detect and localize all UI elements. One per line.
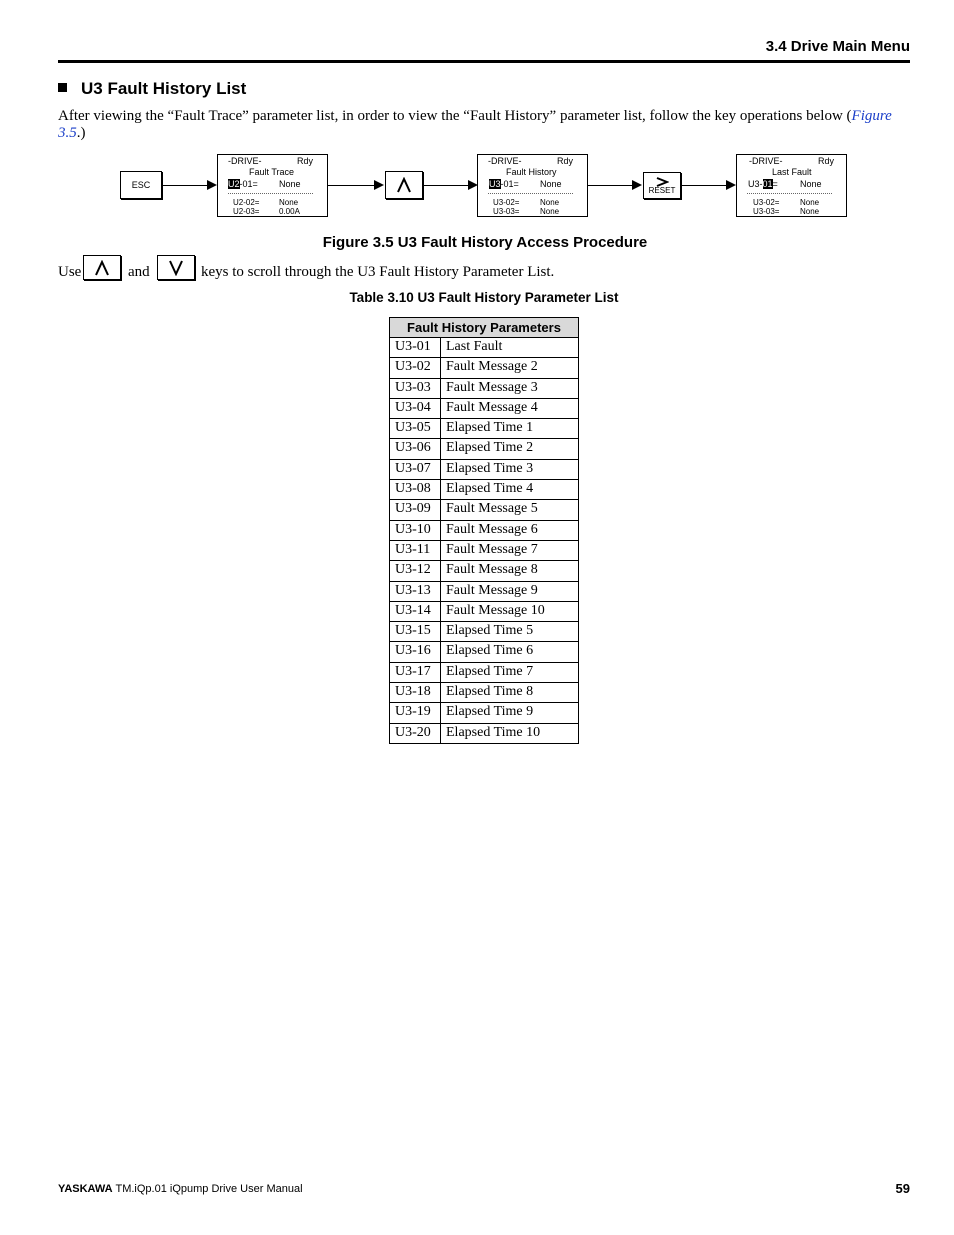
square-bullet-icon — [58, 83, 67, 92]
lcd-divider — [488, 193, 573, 194]
lcd-rdy-label: Rdy — [297, 156, 314, 166]
table-row — [390, 601, 579, 621]
lcd-sub-label: U3-03= — [753, 207, 780, 216]
arrow-line — [682, 185, 727, 186]
footer-manual-title: TM.iQp.01 iQpump Drive User Manual — [115, 1183, 303, 1195]
table-row — [390, 520, 579, 540]
lcd-param-line: -01= — [239, 179, 258, 189]
param-name: Fault Message 2 — [441, 358, 579, 378]
arrow-line — [424, 185, 469, 186]
lcd-sub-value: None — [800, 207, 820, 216]
table-row — [390, 480, 579, 500]
lcd-sub-value: None — [800, 198, 820, 207]
param-name: Elapsed Time 6 — [441, 642, 579, 662]
lcd-cursor-highlight: 01 — [762, 179, 773, 189]
lcd-drive-label: -DRIVE- — [228, 156, 262, 166]
param-code: U3-13 — [390, 581, 441, 601]
right-arrow-reset-key-icon — [643, 172, 681, 199]
param-code: U3-16 — [390, 642, 441, 662]
param-name: Elapsed Time 9 — [441, 703, 579, 723]
intro-text-end: .) — [76, 125, 86, 141]
lcd-drive-label: -DRIVE- — [488, 156, 522, 166]
param-code: U3-18 — [390, 683, 441, 703]
lcd-cursor-highlight: U2 — [228, 179, 240, 189]
lcd-sub-value: None — [540, 198, 560, 207]
param-name: Elapsed Time 7 — [441, 662, 579, 682]
param-code: U3-11 — [390, 540, 441, 560]
arrow-head-icon — [374, 180, 384, 190]
lcd-param-prefix: U3- — [748, 179, 763, 189]
param-code: U3-06 — [390, 439, 441, 459]
table-row — [390, 622, 579, 642]
table-row — [390, 459, 579, 479]
intro-paragraph — [58, 108, 910, 142]
lcd-rdy-label: Rdy — [557, 156, 574, 166]
param-name: Fault Message 10 — [441, 601, 579, 621]
arrow-line — [328, 185, 375, 186]
param-name: Elapsed Time 3 — [441, 459, 579, 479]
arrow-head-icon — [726, 180, 736, 190]
param-code: U3-19 — [390, 703, 441, 723]
param-code: U3-08 — [390, 480, 441, 500]
lcd-rdy-label: Rdy — [818, 156, 835, 166]
param-code: U3-02 — [390, 358, 441, 378]
table-body — [390, 338, 579, 744]
footer-brand: YASKAWA — [58, 1183, 113, 1195]
param-code: U3-07 — [390, 459, 441, 479]
lcd-divider — [228, 193, 313, 194]
param-code: U3-14 — [390, 601, 441, 621]
lcd-sub-value: None — [279, 198, 299, 207]
param-name: Fault Message 8 — [441, 561, 579, 581]
and-text: and — [128, 264, 150, 280]
section-title: 3.4 Drive Main Menu — [765, 38, 910, 55]
param-code: U3-04 — [390, 398, 441, 418]
use-text: Use — [58, 264, 82, 280]
down-arrow-key-icon — [157, 255, 195, 280]
param-code: U3-05 — [390, 419, 441, 439]
lcd-title: Fault History — [506, 167, 557, 177]
table-row — [390, 723, 579, 743]
lcd-drive-label: -DRIVE- — [749, 156, 783, 166]
lcd-param-line: = — [772, 179, 778, 189]
param-code: U3-15 — [390, 622, 441, 642]
esc-key-icon — [120, 171, 162, 199]
table-row — [390, 338, 579, 358]
table-row — [390, 540, 579, 560]
reset-label: RESET — [648, 185, 676, 195]
param-name: Elapsed Time 8 — [441, 683, 579, 703]
param-name: Fault Message 3 — [441, 378, 579, 398]
up-arrow-key-icon — [83, 255, 121, 280]
table-row — [390, 439, 579, 459]
lcd-param-line: -01= — [500, 179, 519, 189]
figure-caption: Figure 3.5 U3 Fault History Access Procedure — [322, 234, 648, 251]
table-row — [390, 419, 579, 439]
param-name: Elapsed Time 1 — [441, 419, 579, 439]
lcd-param-value: None — [279, 179, 301, 189]
param-code: U3-17 — [390, 662, 441, 682]
table-row — [390, 378, 579, 398]
param-name: Fault Message 7 — [441, 540, 579, 560]
esc-key-label: ESC — [131, 180, 151, 190]
table-row — [390, 703, 579, 723]
param-name: Elapsed Time 2 — [441, 439, 579, 459]
table-row — [390, 358, 579, 378]
param-name: Fault Message 5 — [441, 500, 579, 520]
param-name: Fault Message 6 — [441, 520, 579, 540]
lcd-sub-label: U3-03= — [493, 207, 520, 216]
figure-link[interactable]: Figure 3.5 — [58, 108, 892, 141]
param-code: U3-03 — [390, 378, 441, 398]
lcd-param-value: None — [800, 179, 822, 189]
param-name: Last Fault — [441, 338, 579, 358]
lcd-sub-label: U3-02= — [493, 198, 520, 207]
param-name: Elapsed Time 10 — [441, 723, 579, 743]
param-code: U3-09 — [390, 500, 441, 520]
scroll-text: keys to scroll through the U3 Fault History Parameter List. — [201, 264, 555, 280]
lcd-title: Last Fault — [772, 167, 812, 177]
lcd-divider — [747, 193, 832, 194]
lcd-sub-label: U2-03= — [233, 207, 260, 216]
table-header: Fault History Parameters — [390, 318, 579, 338]
table-caption: Table 3.10 U3 Fault History Parameter List — [349, 290, 619, 305]
lcd-sub-value: 0.00A — [279, 207, 300, 216]
table-row — [390, 581, 579, 601]
table-row — [390, 561, 579, 581]
scroll-instruction — [58, 264, 658, 288]
lcd-screen-fault-history — [477, 154, 588, 217]
section-header — [58, 38, 910, 63]
arrow-line — [588, 185, 633, 186]
param-name: Elapsed Time 4 — [441, 480, 579, 500]
lcd-title: Fault Trace — [249, 167, 295, 177]
lcd-sub-label: U2-02= — [233, 198, 260, 207]
table-row — [390, 662, 579, 682]
lcd-screen-last-fault — [736, 154, 847, 217]
footer-manual — [58, 1183, 303, 1195]
lcd-sub-value: None — [540, 207, 560, 216]
subsection-title: U3 Fault History List — [81, 79, 247, 98]
param-name: Elapsed Time 5 — [441, 622, 579, 642]
table-row — [390, 398, 579, 418]
param-code: U3-12 — [390, 561, 441, 581]
param-code: U3-01 — [390, 338, 441, 358]
table-row — [390, 642, 579, 662]
subsection-heading — [58, 79, 246, 99]
lcd-screen-fault-trace — [217, 154, 328, 217]
param-name: Fault Message 4 — [441, 398, 579, 418]
arrow-line — [163, 185, 208, 186]
table-row — [390, 683, 579, 703]
chevron-right-icon — [655, 177, 669, 187]
fault-history-table — [389, 317, 579, 744]
arrow-head-icon — [632, 180, 642, 190]
up-arrow-key-icon — [385, 171, 423, 199]
table-row — [390, 500, 579, 520]
param-code: U3-10 — [390, 520, 441, 540]
lcd-param-value: None — [540, 179, 562, 189]
param-name: Fault Message 9 — [441, 581, 579, 601]
page-number: 59 — [895, 1181, 910, 1196]
param-code: U3-20 — [390, 723, 441, 743]
arrow-head-icon — [207, 180, 217, 190]
lcd-cursor-highlight: U3 — [489, 179, 501, 189]
intro-text: After viewing the “Fault Trace” parameter list, in order to view the “Fault History” parameter list, follow the key operations below ( — [58, 108, 852, 124]
lcd-sub-label: U3-02= — [753, 198, 780, 207]
